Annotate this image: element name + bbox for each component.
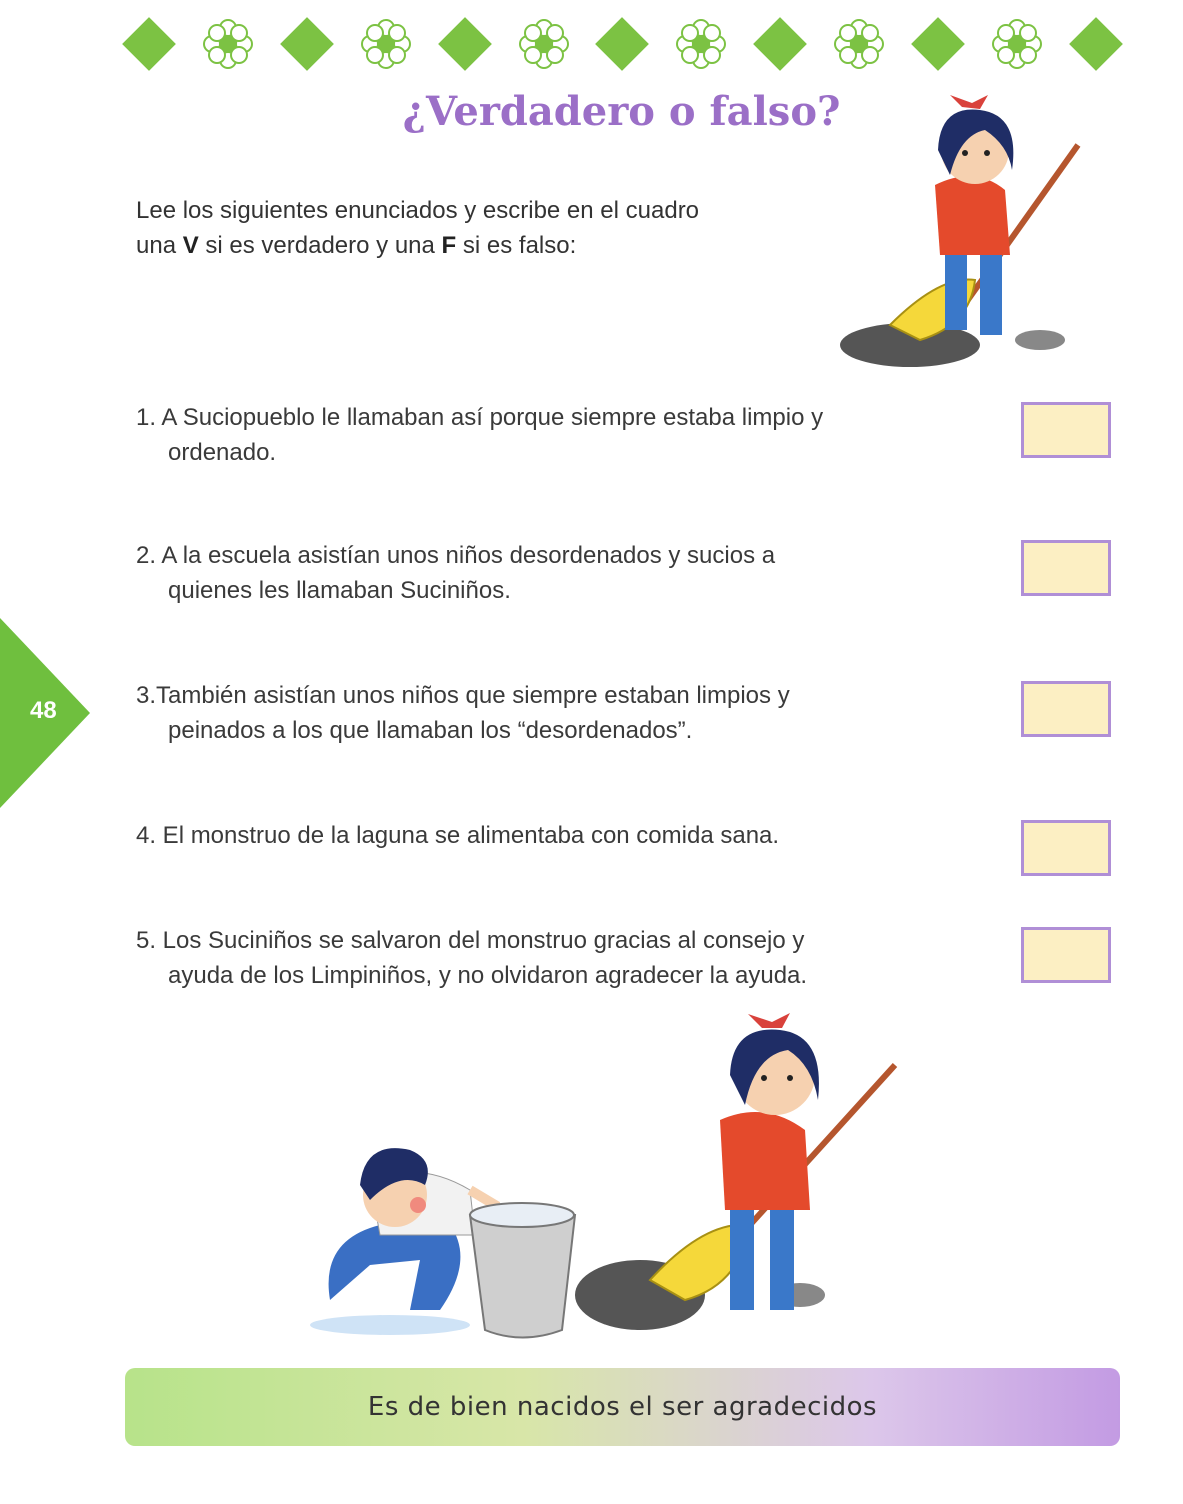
instructions [136, 193, 856, 263]
answer-box-4[interactable] [1021, 820, 1111, 876]
flower-icon [358, 16, 414, 72]
diamond-icon [753, 17, 807, 71]
answer-box-1[interactable] [1021, 402, 1111, 458]
answer-box-3[interactable] [1021, 681, 1111, 737]
page-title: ¿Verdadero o falso? [402, 88, 841, 135]
statement-2 [136, 538, 981, 608]
footer-banner-text: Es de bien nacidos el ser agradecidos [367, 1392, 878, 1422]
false-letter: F [441, 232, 457, 259]
instructions-text: una [136, 232, 183, 259]
statement-text-continued: ayuda de los Limpiniños, y no olvidaron agradecer la ayuda. [168, 962, 808, 989]
diamond-icon [596, 17, 650, 71]
statement-1 [136, 400, 981, 470]
instructions-line1: Lee los siguientes enunciados y escribe en el cuadro [136, 197, 700, 224]
diamond-icon [911, 17, 965, 71]
statement-3 [136, 678, 981, 748]
answer-box-2[interactable] [1021, 540, 1111, 596]
instructions-text: si es falso: [456, 232, 577, 259]
footer-banner [125, 1368, 1120, 1446]
flower-icon [989, 16, 1045, 72]
statement-5 [136, 923, 981, 993]
diamond-icon [280, 17, 334, 71]
answer-box-5[interactable] [1021, 927, 1111, 983]
statement-text: 5. Los Suciniños se salvaron del monstruo gracias al consejo y [136, 927, 805, 954]
statement-text-continued: quienes les llamaban Suciniños. [168, 577, 511, 604]
flower-icon [673, 16, 729, 72]
children-cleaning-illustration [300, 1010, 940, 1350]
statement-text: 4. El monstruo de la laguna se alimentaba con comida sana. [136, 822, 780, 849]
girl-sweeping-illustration [830, 95, 1110, 375]
statement-text: 3.También asistían unos niños que siempre estaban limpios y [136, 682, 790, 709]
statement-text: 2. A la escuela asistían unos niños desordenados y sucios a [136, 542, 776, 569]
statement-text-continued: peinados a los que llamaban los “desordenados”. [168, 717, 693, 744]
statement-text: 1. A Suciopueblo le llamaban así porque siempre estaba limpio y [136, 404, 824, 431]
diamond-icon [1069, 17, 1123, 71]
flower-icon [831, 16, 887, 72]
girl-sweeping-illustration [575, 1013, 895, 1330]
statement-text-continued: ordenado. [168, 439, 277, 466]
true-letter: V [182, 232, 199, 259]
statement-4 [136, 818, 981, 853]
diamond-icon [438, 17, 492, 71]
flower-icon [516, 16, 572, 72]
flower-icon [200, 16, 256, 72]
decorative-border [130, 14, 1115, 74]
boy-cleaning-illustration [310, 1148, 575, 1337]
instructions-text: si es verdadero y una [198, 232, 442, 259]
diamond-icon [122, 17, 176, 71]
page-number: 48 [30, 697, 57, 724]
